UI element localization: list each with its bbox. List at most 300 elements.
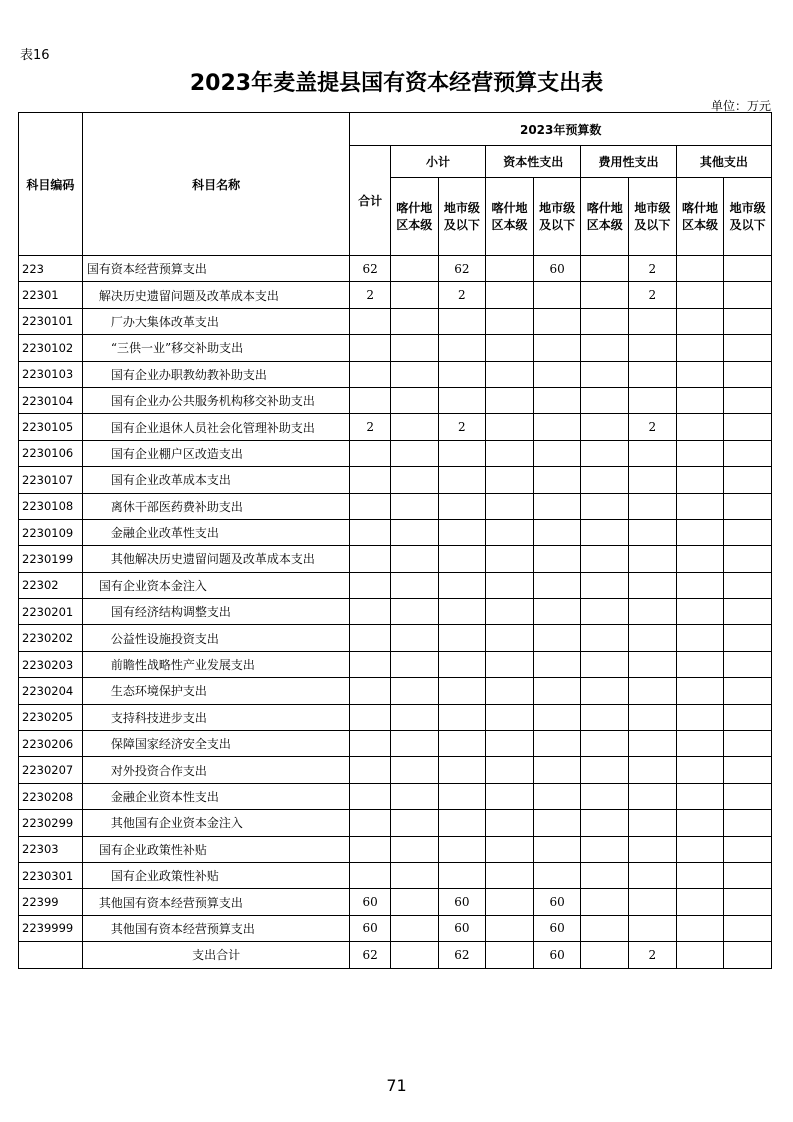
table-row	[19, 335, 772, 361]
subject-code: 2230103	[19, 361, 83, 387]
total-amount-cell	[486, 942, 534, 968]
page-title: 2023年麦盖提县国有资本经营预算支出表	[189, 71, 604, 96]
amount-cell	[350, 731, 391, 757]
amount-cell	[724, 546, 772, 572]
amount-cell	[581, 414, 629, 440]
total-amount-cell	[390, 942, 438, 968]
amount-cell	[533, 519, 581, 545]
subject-code: 2230299	[19, 810, 83, 836]
amount-cell	[390, 282, 438, 308]
amount-cell	[724, 519, 772, 545]
amount-cell	[676, 810, 724, 836]
table-row	[19, 599, 772, 625]
table-row	[19, 546, 772, 572]
amount-cell: 60	[533, 915, 581, 941]
subject-name: 国有企业政策性补贴	[82, 836, 350, 862]
amount-cell	[533, 467, 581, 493]
header-budget-group: 2023年预算数	[350, 113, 772, 146]
amount-cell	[438, 810, 486, 836]
amount-cell	[581, 467, 629, 493]
subject-name: 离休干部医药费补助支出	[82, 493, 350, 519]
amount-cell	[629, 783, 677, 809]
amount-cell	[350, 599, 391, 625]
amount-cell	[533, 678, 581, 704]
amount-cell: 60	[438, 915, 486, 941]
table-label: 表16	[20, 48, 50, 63]
subject-code: 2239999	[19, 915, 83, 941]
amount-cell	[533, 546, 581, 572]
header-group-capital: 资本性支出	[486, 146, 581, 178]
amount-cell	[486, 678, 534, 704]
amount-cell	[533, 493, 581, 519]
header-sub-prefecture: 地市级及以下	[533, 178, 581, 256]
total-row	[19, 942, 772, 968]
amount-cell	[581, 308, 629, 334]
subject-name: 国有企业资本金注入	[82, 572, 350, 598]
table-row	[19, 810, 772, 836]
amount-cell	[350, 625, 391, 651]
budget-table	[18, 112, 772, 969]
amount-cell	[581, 836, 629, 862]
amount-cell	[533, 783, 581, 809]
amount-cell: 60	[350, 889, 391, 915]
amount-cell	[350, 862, 391, 888]
amount-cell	[676, 308, 724, 334]
amount-cell	[438, 572, 486, 598]
amount-cell	[676, 387, 724, 413]
amount-cell	[629, 862, 677, 888]
amount-cell	[390, 546, 438, 572]
subject-name: 其他国有资本经营预算支出	[82, 889, 350, 915]
amount-cell: 2	[350, 414, 391, 440]
table-row	[19, 387, 772, 413]
amount-cell	[676, 731, 724, 757]
amount-cell	[676, 625, 724, 651]
table-row	[19, 493, 772, 519]
subject-code: 2230106	[19, 440, 83, 466]
amount-cell	[581, 731, 629, 757]
amount-cell	[438, 308, 486, 334]
subject-name: 其他国有企业资本金注入	[82, 810, 350, 836]
amount-cell	[676, 783, 724, 809]
amount-cell	[350, 546, 391, 572]
amount-cell	[581, 862, 629, 888]
amount-cell	[350, 678, 391, 704]
amount-cell	[581, 546, 629, 572]
amount-cell	[629, 440, 677, 466]
total-amount-cell: 2	[629, 942, 677, 968]
amount-cell	[676, 836, 724, 862]
subject-code: 2230206	[19, 731, 83, 757]
amount-cell	[533, 836, 581, 862]
amount-cell	[629, 361, 677, 387]
amount-cell	[438, 862, 486, 888]
table-row	[19, 836, 772, 862]
amount-cell	[629, 308, 677, 334]
amount-cell	[533, 308, 581, 334]
subject-name: 国有企业办公共服务机构移交补助支出	[82, 387, 350, 413]
amount-cell	[486, 467, 534, 493]
subject-code: 22302	[19, 572, 83, 598]
subject-name: 其他解决历史遗留问题及改革成本支出	[82, 546, 350, 572]
amount-cell: 2	[629, 256, 677, 282]
table-row	[19, 282, 772, 308]
amount-cell	[486, 836, 534, 862]
amount-cell	[676, 467, 724, 493]
table-row	[19, 704, 772, 730]
amount-cell	[533, 361, 581, 387]
amount-cell	[724, 889, 772, 915]
amount-cell	[676, 414, 724, 440]
amount-cell: 2	[629, 414, 677, 440]
amount-cell	[350, 519, 391, 545]
header-sub-kashgar: 喀什地区本级	[581, 178, 629, 256]
total-amount-cell	[724, 942, 772, 968]
amount-cell	[533, 414, 581, 440]
total-amount-cell: 62	[438, 942, 486, 968]
amount-cell	[629, 731, 677, 757]
amount-cell	[390, 493, 438, 519]
amount-cell	[581, 678, 629, 704]
subject-code: 2230109	[19, 519, 83, 545]
table-row	[19, 862, 772, 888]
amount-cell	[629, 519, 677, 545]
amount-cell	[438, 599, 486, 625]
amount-cell	[676, 361, 724, 387]
amount-cell	[676, 572, 724, 598]
amount-cell	[486, 757, 534, 783]
amount-cell	[724, 599, 772, 625]
amount-cell	[390, 467, 438, 493]
amount-cell: 60	[533, 256, 581, 282]
amount-cell	[676, 546, 724, 572]
header-sub-prefecture: 地市级及以下	[438, 178, 486, 256]
amount-cell	[676, 651, 724, 677]
amount-cell	[390, 335, 438, 361]
amount-cell	[438, 625, 486, 651]
header-name: 科目名称	[82, 113, 350, 256]
amount-cell	[629, 678, 677, 704]
table-row	[19, 308, 772, 334]
subject-code: 2230207	[19, 757, 83, 783]
amount-cell: 2	[438, 282, 486, 308]
header-sub-kashgar: 喀什地区本级	[390, 178, 438, 256]
amount-cell	[629, 546, 677, 572]
amount-cell	[486, 308, 534, 334]
amount-cell	[438, 361, 486, 387]
amount-cell: 60	[533, 889, 581, 915]
amount-cell	[629, 335, 677, 361]
amount-cell	[724, 783, 772, 809]
amount-cell	[581, 493, 629, 519]
amount-cell	[676, 519, 724, 545]
amount-cell	[350, 335, 391, 361]
amount-cell	[676, 757, 724, 783]
amount-cell	[486, 731, 534, 757]
amount-cell	[390, 572, 438, 598]
amount-cell	[724, 256, 772, 282]
amount-cell	[724, 651, 772, 677]
amount-cell	[486, 599, 534, 625]
table-row	[19, 414, 772, 440]
amount-cell	[486, 335, 534, 361]
amount-cell	[676, 915, 724, 941]
amount-cell	[676, 704, 724, 730]
amount-cell	[390, 862, 438, 888]
amount-cell	[438, 757, 486, 783]
amount-cell	[390, 704, 438, 730]
amount-cell	[676, 889, 724, 915]
table-row	[19, 757, 772, 783]
subject-code: 2230301	[19, 862, 83, 888]
amount-cell	[350, 387, 391, 413]
amount-cell	[438, 836, 486, 862]
amount-cell	[724, 625, 772, 651]
subject-name: 国有企业改革成本支出	[82, 467, 350, 493]
amount-cell	[533, 704, 581, 730]
amount-cell	[629, 493, 677, 519]
amount-cell	[350, 704, 391, 730]
total-amount-cell: 60	[533, 942, 581, 968]
amount-cell	[350, 493, 391, 519]
subject-name: 国有经济结构调整支出	[82, 599, 350, 625]
amount-cell	[350, 361, 391, 387]
amount-cell	[390, 387, 438, 413]
amount-cell	[533, 440, 581, 466]
table-row	[19, 678, 772, 704]
amount-cell	[438, 651, 486, 677]
table-row	[19, 467, 772, 493]
amount-cell: 2	[438, 414, 486, 440]
total-amount-cell	[676, 942, 724, 968]
total-code	[19, 942, 83, 968]
amount-cell	[629, 625, 677, 651]
amount-cell	[438, 546, 486, 572]
amount-cell	[486, 889, 534, 915]
subject-name: 国有企业棚户区改造支出	[82, 440, 350, 466]
header-sub-kashgar: 喀什地区本级	[676, 178, 724, 256]
amount-cell	[581, 361, 629, 387]
subject-name: 解决历史遗留问题及改革成本支出	[82, 282, 350, 308]
amount-cell	[581, 915, 629, 941]
amount-cell	[581, 810, 629, 836]
amount-cell	[486, 862, 534, 888]
amount-cell	[629, 915, 677, 941]
header-sub-kashgar: 喀什地区本级	[486, 178, 534, 256]
header-code: 科目编码	[19, 113, 83, 256]
amount-cell	[390, 651, 438, 677]
header-group-expense: 费用性支出	[581, 146, 676, 178]
amount-cell	[581, 651, 629, 677]
amount-cell	[350, 572, 391, 598]
amount-cell	[486, 783, 534, 809]
table-body	[19, 256, 772, 969]
amount-cell	[629, 836, 677, 862]
amount-cell	[724, 335, 772, 361]
amount-cell	[533, 625, 581, 651]
amount-cell	[390, 599, 438, 625]
amount-cell	[438, 440, 486, 466]
subject-code: 2230208	[19, 783, 83, 809]
table-row	[19, 889, 772, 915]
amount-cell	[581, 783, 629, 809]
table-row	[19, 783, 772, 809]
amount-cell	[533, 731, 581, 757]
amount-cell	[390, 783, 438, 809]
amount-cell	[486, 361, 534, 387]
amount-cell	[486, 572, 534, 598]
amount-cell	[390, 308, 438, 334]
amount-cell	[350, 467, 391, 493]
amount-cell	[486, 546, 534, 572]
amount-cell	[438, 387, 486, 413]
amount-cell	[486, 387, 534, 413]
table-header	[19, 113, 772, 256]
amount-cell	[486, 915, 534, 941]
subject-code: 2230201	[19, 599, 83, 625]
amount-cell	[350, 440, 391, 466]
amount-cell	[486, 256, 534, 282]
subject-name: 其他国有资本经营预算支出	[82, 915, 350, 941]
amount-cell	[724, 387, 772, 413]
amount-cell	[629, 599, 677, 625]
amount-cell	[581, 256, 629, 282]
amount-cell	[350, 810, 391, 836]
amount-cell	[724, 862, 772, 888]
amount-cell	[629, 467, 677, 493]
table-row	[19, 651, 772, 677]
amount-cell	[676, 256, 724, 282]
subject-name: 保障国家经济安全支出	[82, 731, 350, 757]
amount-cell	[724, 731, 772, 757]
amount-cell	[724, 282, 772, 308]
amount-cell	[390, 731, 438, 757]
table-row	[19, 256, 772, 282]
amount-cell	[724, 308, 772, 334]
amount-cell	[629, 572, 677, 598]
subject-code: 2230203	[19, 651, 83, 677]
amount-cell	[438, 678, 486, 704]
amount-cell	[724, 704, 772, 730]
amount-cell	[390, 678, 438, 704]
subject-name: 生态环境保护支出	[82, 678, 350, 704]
amount-cell	[676, 440, 724, 466]
subject-name: 公益性设施投资支出	[82, 625, 350, 651]
table-row	[19, 440, 772, 466]
subject-code: 2230204	[19, 678, 83, 704]
amount-cell	[390, 810, 438, 836]
amount-cell	[581, 599, 629, 625]
amount-cell	[581, 757, 629, 783]
amount-cell	[486, 282, 534, 308]
amount-cell	[724, 810, 772, 836]
subject-name: “三供一业”移交补助支出	[82, 335, 350, 361]
amount-cell	[486, 414, 534, 440]
amount-cell	[629, 889, 677, 915]
subject-code: 2230108	[19, 493, 83, 519]
subject-code: 2230102	[19, 335, 83, 361]
amount-cell	[533, 282, 581, 308]
amount-cell	[438, 783, 486, 809]
amount-cell	[724, 678, 772, 704]
amount-cell	[629, 704, 677, 730]
amount-cell	[486, 493, 534, 519]
subject-code: 2230105	[19, 414, 83, 440]
amount-cell	[350, 783, 391, 809]
amount-cell	[438, 731, 486, 757]
page-number: 71	[386, 1076, 407, 1095]
amount-cell	[350, 651, 391, 677]
amount-cell	[438, 519, 486, 545]
table-row	[19, 572, 772, 598]
amount-cell	[390, 414, 438, 440]
amount-cell	[533, 599, 581, 625]
table-row	[19, 625, 772, 651]
amount-cell	[486, 704, 534, 730]
amount-cell	[581, 440, 629, 466]
subject-name: 厂办大集体改革支出	[82, 308, 350, 334]
amount-cell	[581, 335, 629, 361]
amount-cell	[724, 414, 772, 440]
amount-cell	[438, 335, 486, 361]
subject-code: 2230205	[19, 704, 83, 730]
amount-cell	[676, 493, 724, 519]
subject-code: 2230199	[19, 546, 83, 572]
amount-cell	[438, 704, 486, 730]
amount-cell	[350, 757, 391, 783]
amount-cell	[438, 493, 486, 519]
amount-cell	[581, 282, 629, 308]
amount-cell: 62	[350, 256, 391, 282]
amount-cell	[533, 387, 581, 413]
subject-name: 前瞻性战略性产业发展支出	[82, 651, 350, 677]
subject-name: 金融企业改革性支出	[82, 519, 350, 545]
subject-code: 223	[19, 256, 83, 282]
subject-name: 支持科技进步支出	[82, 704, 350, 730]
amount-cell	[533, 862, 581, 888]
amount-cell	[724, 493, 772, 519]
table-row	[19, 361, 772, 387]
total-label: 支出合计	[82, 942, 350, 968]
amount-cell	[581, 387, 629, 413]
amount-cell	[581, 519, 629, 545]
amount-cell	[724, 467, 772, 493]
amount-cell	[724, 572, 772, 598]
amount-cell: 60	[350, 915, 391, 941]
header-group-subtotal: 小计	[390, 146, 485, 178]
subject-name: 国有企业政策性补贴	[82, 862, 350, 888]
amount-cell	[390, 256, 438, 282]
amount-cell: 2	[629, 282, 677, 308]
total-amount-cell: 62	[350, 942, 391, 968]
amount-cell	[724, 915, 772, 941]
amount-cell: 2	[350, 282, 391, 308]
amount-cell	[581, 572, 629, 598]
amount-cell	[581, 625, 629, 651]
subject-name: 对外投资合作支出	[82, 757, 350, 783]
amount-cell	[629, 757, 677, 783]
amount-cell	[486, 651, 534, 677]
amount-cell	[724, 361, 772, 387]
header-group-other: 其他支出	[676, 146, 771, 178]
table-row	[19, 519, 772, 545]
amount-cell	[390, 361, 438, 387]
header-sub-prefecture: 地市级及以下	[724, 178, 772, 256]
amount-cell	[676, 862, 724, 888]
table-row	[19, 915, 772, 941]
amount-cell	[629, 810, 677, 836]
amount-cell	[724, 836, 772, 862]
